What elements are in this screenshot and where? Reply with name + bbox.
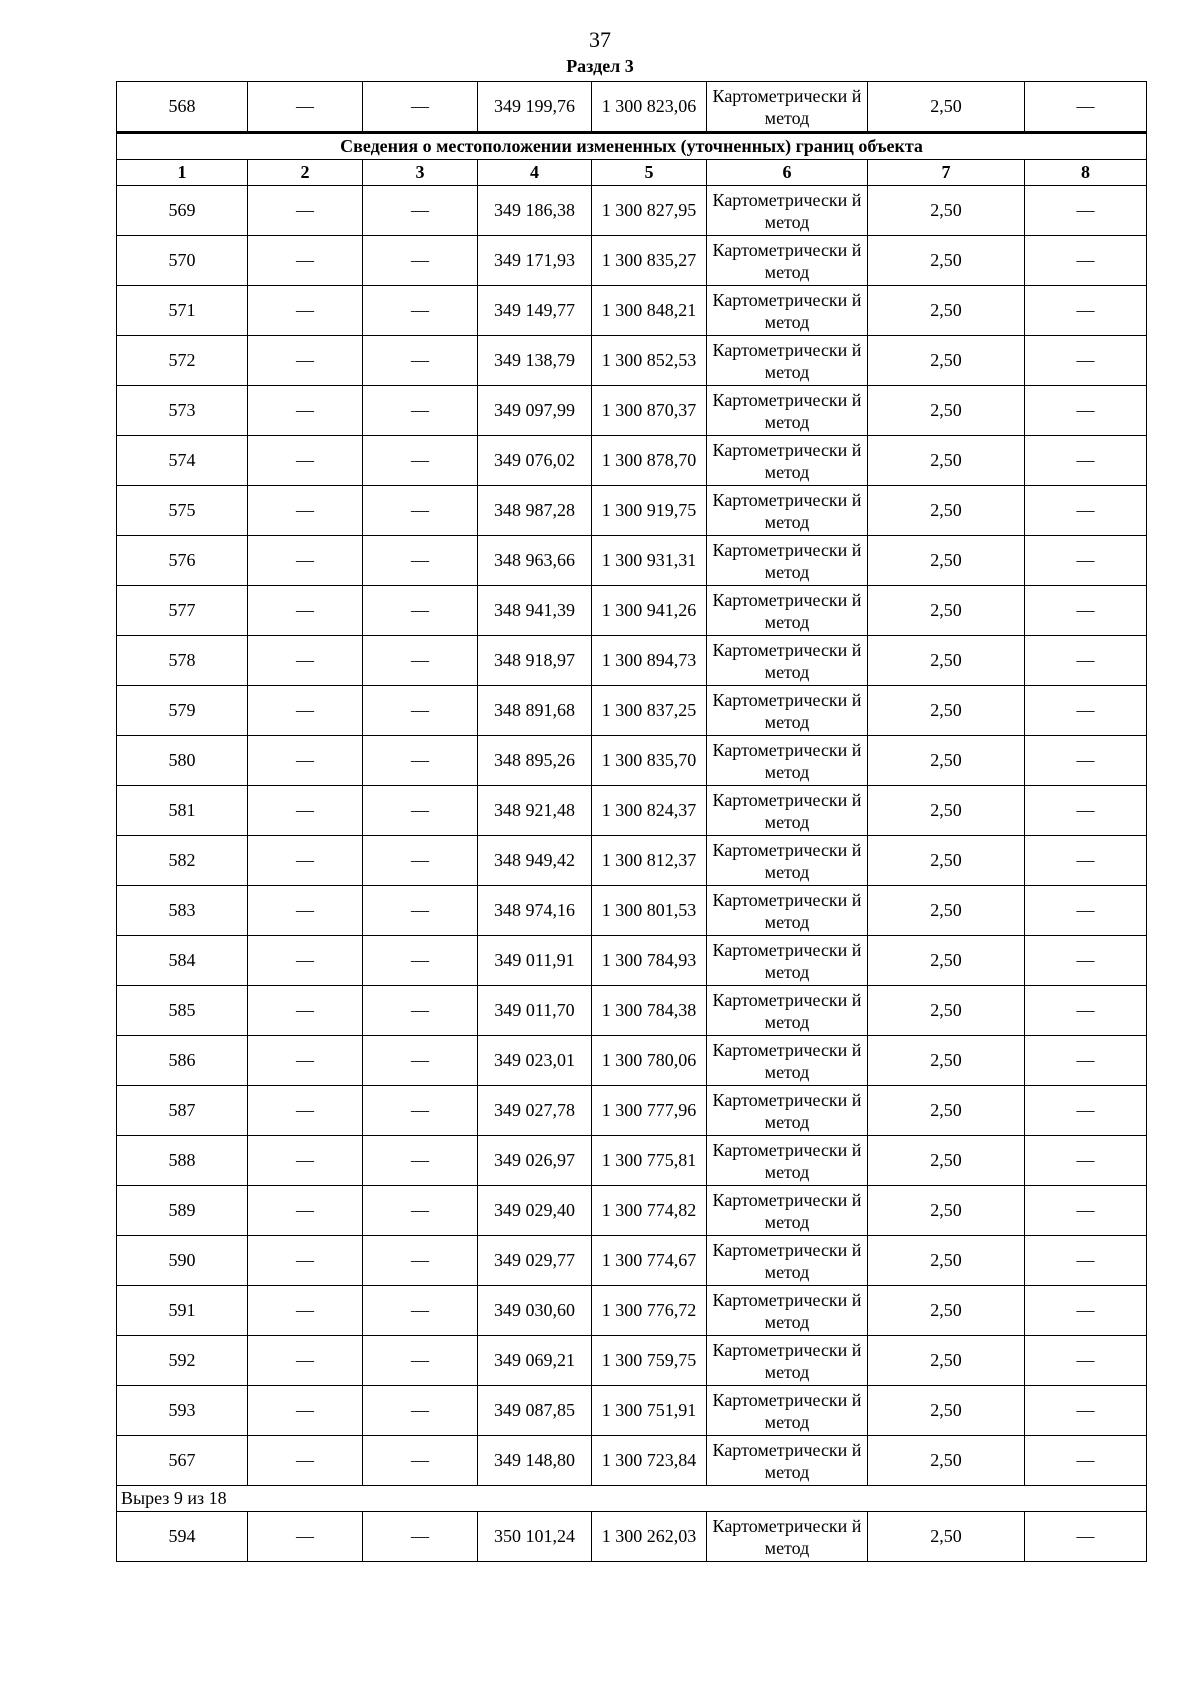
- point-number-cell: 570: [117, 236, 248, 286]
- col2-cell: —: [248, 286, 363, 336]
- y-coordinate-cell: 1 300 894,73: [592, 636, 707, 686]
- col3-cell: —: [363, 836, 478, 886]
- accuracy-cell: 2,50: [868, 336, 1025, 386]
- accuracy-cell: 2,50: [868, 936, 1025, 986]
- x-coordinate-cell: 349 023,01: [478, 1036, 592, 1086]
- method-cell: Картометрически й метод: [707, 1136, 868, 1186]
- point-number-cell: 586: [117, 1036, 248, 1086]
- y-coordinate-cell: 1 300 775,81: [592, 1136, 707, 1186]
- point-number-cell: 590: [117, 1236, 248, 1286]
- col2-cell: —: [248, 1086, 363, 1136]
- col8-cell: —: [1025, 236, 1147, 286]
- col3-cell: —: [363, 236, 478, 286]
- point-number-cell: 573: [117, 386, 248, 436]
- table-row: [117, 336, 1147, 386]
- y-coordinate-cell: 1 300 852,53: [592, 336, 707, 386]
- method-cell: Картометрически й метод: [707, 186, 868, 236]
- col2-cell: —: [248, 82, 363, 133]
- col2-cell: —: [248, 1036, 363, 1086]
- x-coordinate-cell: 349 076,02: [478, 436, 592, 486]
- table-row: [117, 486, 1147, 536]
- x-coordinate-cell: 348 963,66: [478, 536, 592, 586]
- point-number-cell: 584: [117, 936, 248, 986]
- col2-cell: —: [248, 336, 363, 386]
- column-number-cell: 1: [117, 160, 248, 186]
- accuracy-cell: 2,50: [868, 436, 1025, 486]
- column-number-cell: 5: [592, 160, 707, 186]
- col3-cell: —: [363, 1436, 478, 1486]
- accuracy-cell: 2,50: [868, 286, 1025, 336]
- table-row: [117, 636, 1147, 686]
- x-coordinate-cell: 348 949,42: [478, 836, 592, 886]
- method-cell: Картометрически й метод: [707, 736, 868, 786]
- method-cell: Картометрически й метод: [707, 586, 868, 636]
- table-row: [117, 1386, 1147, 1436]
- col8-cell: —: [1025, 1236, 1147, 1286]
- y-coordinate-cell: 1 300 827,95: [592, 186, 707, 236]
- table-body: [117, 82, 1147, 1562]
- table-row: [117, 1236, 1147, 1286]
- x-coordinate-cell: 349 149,77: [478, 286, 592, 336]
- col3-cell: —: [363, 786, 478, 836]
- col3-cell: —: [363, 1086, 478, 1136]
- section-header-row: [117, 133, 1147, 160]
- x-coordinate-cell: 348 987,28: [478, 486, 592, 536]
- y-coordinate-cell: 1 300 835,27: [592, 236, 707, 286]
- table-row: [117, 1336, 1147, 1386]
- col8-cell: —: [1025, 886, 1147, 936]
- x-coordinate-cell: 349 087,85: [478, 1386, 592, 1436]
- method-cell: Картометрически й метод: [707, 786, 868, 836]
- table-row: [117, 186, 1147, 236]
- col2-cell: —: [248, 586, 363, 636]
- y-coordinate-cell: 1 300 941,26: [592, 586, 707, 636]
- method-cell: Картометрически й метод: [707, 1186, 868, 1236]
- x-coordinate-cell: 349 148,80: [478, 1436, 592, 1486]
- col2-cell: —: [248, 736, 363, 786]
- column-number-cell: 4: [478, 160, 592, 186]
- column-number-cell: 3: [363, 160, 478, 186]
- col8-cell: —: [1025, 186, 1147, 236]
- col2-cell: —: [248, 486, 363, 536]
- y-coordinate-cell: 1 300 776,72: [592, 1286, 707, 1336]
- col8-cell: —: [1025, 1036, 1147, 1086]
- col8-cell: —: [1025, 686, 1147, 736]
- point-number-cell: 569: [117, 186, 248, 236]
- col2-cell: —: [248, 1236, 363, 1286]
- col3-cell: —: [363, 1036, 478, 1086]
- accuracy-cell: 2,50: [868, 636, 1025, 686]
- accuracy-cell: 2,50: [868, 886, 1025, 936]
- table-row: [117, 286, 1147, 336]
- col3-cell: —: [363, 186, 478, 236]
- accuracy-cell: 2,50: [868, 1236, 1025, 1286]
- col3-cell: —: [363, 1136, 478, 1186]
- accuracy-cell: 2,50: [868, 1436, 1025, 1486]
- table-row: [117, 786, 1147, 836]
- y-coordinate-cell: 1 300 751,91: [592, 1386, 707, 1436]
- col8-cell: —: [1025, 336, 1147, 386]
- section-title: Раздел 3: [566, 56, 634, 76]
- col3-cell: —: [363, 536, 478, 586]
- page-number: 37: [589, 27, 611, 52]
- point-number-cell: 574: [117, 436, 248, 486]
- x-coordinate-cell: 348 891,68: [478, 686, 592, 736]
- table-row: [117, 836, 1147, 886]
- point-number-cell: 588: [117, 1136, 248, 1186]
- col8-cell: —: [1025, 386, 1147, 436]
- accuracy-cell: 2,50: [868, 386, 1025, 436]
- y-coordinate-cell: 1 300 723,84: [592, 1436, 707, 1486]
- table-row: [117, 1036, 1147, 1086]
- accuracy-cell: 2,50: [868, 1136, 1025, 1186]
- method-cell: Картометрически й метод: [707, 836, 868, 886]
- table-row-first: [117, 82, 1147, 133]
- x-coordinate-cell: 349 069,21: [478, 1336, 592, 1386]
- col3-cell: —: [363, 586, 478, 636]
- col2-cell: —: [248, 1386, 363, 1436]
- y-coordinate-cell: 1 300 824,37: [592, 786, 707, 836]
- col2-cell: —: [248, 186, 363, 236]
- method-cell: Картометрически й метод: [707, 1236, 868, 1286]
- col3-cell: —: [363, 1512, 478, 1562]
- column-number-cell: 7: [868, 160, 1025, 186]
- point-number-cell: 582: [117, 836, 248, 886]
- table-row: [117, 736, 1147, 786]
- x-coordinate-cell: 348 918,97: [478, 636, 592, 686]
- table-row: [117, 386, 1147, 436]
- col8-cell: —: [1025, 1512, 1147, 1562]
- col3-cell: —: [363, 1236, 478, 1286]
- table-row: [117, 536, 1147, 586]
- accuracy-cell: 2,50: [868, 786, 1025, 836]
- col2-cell: —: [248, 1286, 363, 1336]
- col8-cell: —: [1025, 986, 1147, 1036]
- x-coordinate-cell: 348 895,26: [478, 736, 592, 786]
- col3-cell: —: [363, 386, 478, 436]
- method-cell: Картометрически й метод: [707, 1436, 868, 1486]
- col2-cell: —: [248, 1136, 363, 1186]
- accuracy-cell: 2,50: [868, 82, 1025, 133]
- col3-cell: —: [363, 436, 478, 486]
- table-row: [117, 236, 1147, 286]
- x-coordinate-cell: 349 030,60: [478, 1286, 592, 1336]
- col2-cell: —: [248, 1336, 363, 1386]
- method-cell: Картометрически й метод: [707, 536, 868, 586]
- col3-cell: —: [363, 1336, 478, 1386]
- point-number-cell: 579: [117, 686, 248, 736]
- accuracy-cell: 2,50: [868, 1086, 1025, 1136]
- point-number-cell: 593: [117, 1386, 248, 1436]
- table-row: [117, 586, 1147, 636]
- point-number-cell: 576: [117, 536, 248, 586]
- col2-cell: —: [248, 1436, 363, 1486]
- col3-cell: —: [363, 286, 478, 336]
- accuracy-cell: 2,50: [868, 1186, 1025, 1236]
- col8-cell: —: [1025, 286, 1147, 336]
- table-row: [117, 886, 1147, 936]
- method-cell: Картометрически й метод: [707, 386, 868, 436]
- method-cell: Картометрически й метод: [707, 1386, 868, 1436]
- x-coordinate-cell: 349 138,79: [478, 336, 592, 386]
- y-coordinate-cell: 1 300 759,75: [592, 1336, 707, 1386]
- method-cell: Картометрически й метод: [707, 886, 868, 936]
- col3-cell: —: [363, 1286, 478, 1336]
- column-number-cell: 2: [248, 160, 363, 186]
- col3-cell: —: [363, 736, 478, 786]
- col8-cell: —: [1025, 586, 1147, 636]
- point-number-cell: 581: [117, 786, 248, 836]
- point-number-cell: 568: [117, 82, 248, 133]
- col8-cell: —: [1025, 486, 1147, 536]
- col2-cell: —: [248, 636, 363, 686]
- col8-cell: —: [1025, 636, 1147, 686]
- accuracy-cell: 2,50: [868, 1286, 1025, 1336]
- col3-cell: —: [363, 336, 478, 386]
- cutout-label: Вырез 9 из 18: [117, 1486, 1147, 1512]
- y-coordinate-cell: 1 300 878,70: [592, 436, 707, 486]
- x-coordinate-cell: 350 101,24: [478, 1512, 592, 1562]
- point-number-cell: 587: [117, 1086, 248, 1136]
- col8-cell: —: [1025, 1336, 1147, 1386]
- point-number-cell: 583: [117, 886, 248, 936]
- accuracy-cell: 2,50: [868, 1336, 1025, 1386]
- col8-cell: —: [1025, 1136, 1147, 1186]
- col8-cell: —: [1025, 1086, 1147, 1136]
- accuracy-cell: 2,50: [868, 686, 1025, 736]
- method-cell: Картометрически й метод: [707, 936, 868, 986]
- method-cell: Картометрически й метод: [707, 986, 868, 1036]
- col3-cell: —: [363, 636, 478, 686]
- method-cell: Картометрически й метод: [707, 686, 868, 736]
- cutout-row: [117, 1486, 1147, 1512]
- point-number-cell: 575: [117, 486, 248, 536]
- x-coordinate-cell: 349 029,40: [478, 1186, 592, 1236]
- point-number-cell: 589: [117, 1186, 248, 1236]
- table-row: [117, 436, 1147, 486]
- accuracy-cell: 2,50: [868, 236, 1025, 286]
- table-row: [117, 1512, 1147, 1562]
- col3-cell: —: [363, 936, 478, 986]
- col8-cell: —: [1025, 936, 1147, 986]
- y-coordinate-cell: 1 300 774,67: [592, 1236, 707, 1286]
- x-coordinate-cell: 349 011,91: [478, 936, 592, 986]
- col2-cell: —: [248, 986, 363, 1036]
- coordinates-table: [116, 81, 1147, 1562]
- col8-cell: —: [1025, 1386, 1147, 1436]
- y-coordinate-cell: 1 300 835,70: [592, 736, 707, 786]
- accuracy-cell: 2,50: [868, 1512, 1025, 1562]
- x-coordinate-cell: 349 027,78: [478, 1086, 592, 1136]
- y-coordinate-cell: 1 300 784,38: [592, 986, 707, 1036]
- point-number-cell: 585: [117, 986, 248, 1036]
- accuracy-cell: 2,50: [868, 1036, 1025, 1086]
- accuracy-cell: 2,50: [868, 836, 1025, 886]
- x-coordinate-cell: 349 186,38: [478, 186, 592, 236]
- col3-cell: —: [363, 1186, 478, 1236]
- method-cell: Картометрически й метод: [707, 286, 868, 336]
- col2-cell: —: [248, 786, 363, 836]
- x-coordinate-cell: 348 941,39: [478, 586, 592, 636]
- col3-cell: —: [363, 886, 478, 936]
- point-number-cell: 578: [117, 636, 248, 686]
- x-coordinate-cell: 349 171,93: [478, 236, 592, 286]
- col3-cell: —: [363, 686, 478, 736]
- column-number-cell: 6: [707, 160, 868, 186]
- method-cell: Картометрически й метод: [707, 436, 868, 486]
- point-number-cell: 567: [117, 1436, 248, 1486]
- y-coordinate-cell: 1 300 848,21: [592, 286, 707, 336]
- accuracy-cell: 2,50: [868, 586, 1025, 636]
- table-row: [117, 986, 1147, 1036]
- y-coordinate-cell: 1 300 931,31: [592, 536, 707, 586]
- y-coordinate-cell: 1 300 823,06: [592, 82, 707, 133]
- y-coordinate-cell: 1 300 777,96: [592, 1086, 707, 1136]
- col3-cell: —: [363, 986, 478, 1036]
- method-cell: Картометрически й метод: [707, 336, 868, 386]
- col8-cell: —: [1025, 536, 1147, 586]
- col3-cell: —: [363, 1386, 478, 1436]
- col2-cell: —: [248, 386, 363, 436]
- col2-cell: —: [248, 686, 363, 736]
- col8-cell: —: [1025, 1436, 1147, 1486]
- col3-cell: —: [363, 486, 478, 536]
- table-row: [117, 1286, 1147, 1336]
- col8-cell: —: [1025, 736, 1147, 786]
- y-coordinate-cell: 1 300 870,37: [592, 386, 707, 436]
- y-coordinate-cell: 1 300 784,93: [592, 936, 707, 986]
- method-cell: Картометрически й метод: [707, 82, 868, 133]
- accuracy-cell: 2,50: [868, 736, 1025, 786]
- y-coordinate-cell: 1 300 780,06: [592, 1036, 707, 1086]
- table-row: [117, 1436, 1147, 1486]
- x-coordinate-cell: 349 011,70: [478, 986, 592, 1036]
- col2-cell: —: [248, 886, 363, 936]
- method-cell: Картометрически й метод: [707, 636, 868, 686]
- column-number-cell: 8: [1025, 160, 1147, 186]
- accuracy-cell: 2,50: [868, 536, 1025, 586]
- x-coordinate-cell: 349 026,97: [478, 1136, 592, 1186]
- accuracy-cell: 2,50: [868, 986, 1025, 1036]
- y-coordinate-cell: 1 300 837,25: [592, 686, 707, 736]
- x-coordinate-cell: 349 097,99: [478, 386, 592, 436]
- y-coordinate-cell: 1 300 919,75: [592, 486, 707, 536]
- table-row: [117, 936, 1147, 986]
- col8-cell: —: [1025, 436, 1147, 486]
- y-coordinate-cell: 1 300 774,82: [592, 1186, 707, 1236]
- col8-cell: —: [1025, 786, 1147, 836]
- table-row: [117, 686, 1147, 736]
- x-coordinate-cell: 349 029,77: [478, 1236, 592, 1286]
- method-cell: Картометрически й метод: [707, 1336, 868, 1386]
- col2-cell: —: [248, 936, 363, 986]
- col2-cell: —: [248, 1512, 363, 1562]
- accuracy-cell: 2,50: [868, 1386, 1025, 1436]
- table-row: [117, 1136, 1147, 1186]
- method-cell: Картометрически й метод: [707, 1086, 868, 1136]
- point-number-cell: 577: [117, 586, 248, 636]
- col8-cell: —: [1025, 1186, 1147, 1236]
- point-number-cell: 591: [117, 1286, 248, 1336]
- col2-cell: —: [248, 836, 363, 886]
- point-number-cell: 592: [117, 1336, 248, 1386]
- accuracy-cell: 2,50: [868, 486, 1025, 536]
- method-cell: Картометрически й метод: [707, 1512, 868, 1562]
- col2-cell: —: [248, 1186, 363, 1236]
- y-coordinate-cell: 1 300 262,03: [592, 1512, 707, 1562]
- method-cell: Картометрически й метод: [707, 1036, 868, 1086]
- accuracy-cell: 2,50: [868, 186, 1025, 236]
- col2-cell: —: [248, 436, 363, 486]
- col8-cell: —: [1025, 82, 1147, 133]
- col8-cell: —: [1025, 836, 1147, 886]
- y-coordinate-cell: 1 300 801,53: [592, 886, 707, 936]
- method-cell: Картометрически й метод: [707, 1286, 868, 1336]
- col2-cell: —: [248, 536, 363, 586]
- x-coordinate-cell: 348 921,48: [478, 786, 592, 836]
- table-row: [117, 1186, 1147, 1236]
- col2-cell: —: [248, 236, 363, 286]
- y-coordinate-cell: 1 300 812,37: [592, 836, 707, 886]
- x-coordinate-cell: 348 974,16: [478, 886, 592, 936]
- x-coordinate-cell: 349 199,76: [478, 82, 592, 133]
- point-number-cell: 572: [117, 336, 248, 386]
- col3-cell: —: [363, 82, 478, 133]
- section-header-text: Сведения о местоположении измененных (уточненных) границ объекта: [117, 133, 1147, 160]
- method-cell: Картометрически й метод: [707, 486, 868, 536]
- col8-cell: —: [1025, 1286, 1147, 1336]
- table-row: [117, 1086, 1147, 1136]
- method-cell: Картометрически й метод: [707, 236, 868, 286]
- point-number-cell: 571: [117, 286, 248, 336]
- column-numbers-row: [117, 160, 1147, 186]
- point-number-cell: 580: [117, 736, 248, 786]
- point-number-cell: 594: [117, 1512, 248, 1562]
